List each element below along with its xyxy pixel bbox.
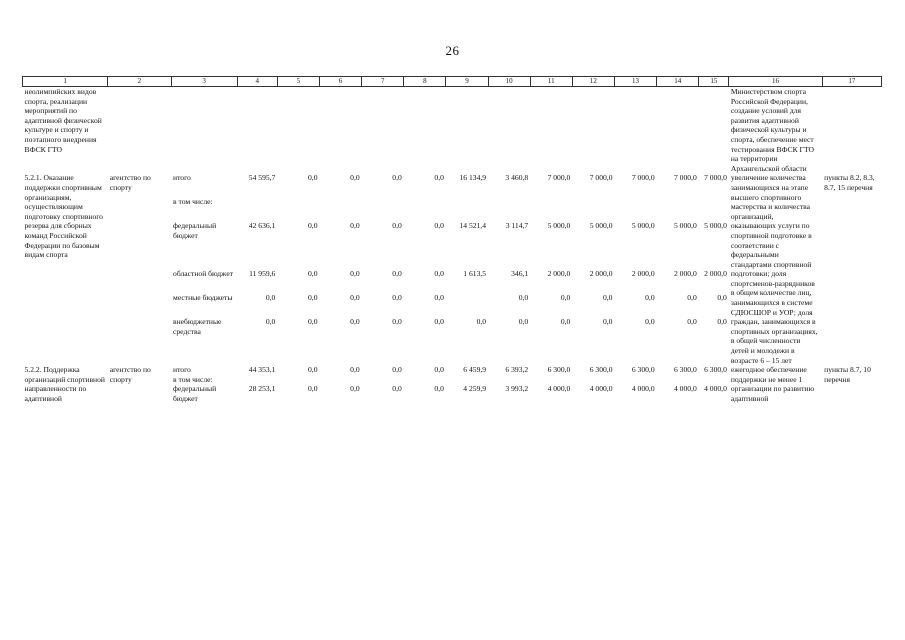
funding-source: итого (173, 365, 191, 375)
funding-value: 0,0 (434, 384, 444, 394)
funding-value: 0,0 (265, 317, 276, 327)
funding-value (277, 197, 319, 221)
funding-value: 0,0 (392, 173, 402, 183)
page-number: 26 (445, 43, 460, 58)
funding-value: 5 000,0 (631, 221, 655, 231)
funding-value (572, 197, 614, 221)
funding-value: 7 000,0 (704, 173, 727, 183)
column-number-header: 17 (822, 77, 881, 87)
measure-indicator: ежегодное обеспечение поддержки не менее 1 организации по развитию адаптивной (730, 365, 815, 403)
funding-value: 0,0 (717, 293, 727, 303)
funding-source: в том числе: (173, 374, 213, 384)
funding-value (657, 197, 699, 221)
funding-value: 6 393,2 (505, 365, 529, 375)
funding-value: 4 000,0 (704, 384, 727, 394)
funding-value: 2 000,0 (631, 269, 655, 279)
funding-value (572, 375, 614, 385)
funding-value (699, 197, 729, 221)
funding-value: 346,1 (511, 269, 529, 279)
funding-value: 0,0 (350, 384, 360, 394)
funding-value: 0,0 (350, 365, 360, 375)
column-number-header: 7 (362, 77, 404, 87)
funding-value: 0,0 (308, 269, 318, 279)
funding-value: 7 000,0 (631, 173, 655, 183)
funding-value: 11 959,6 (249, 269, 276, 279)
funding-value: 16 134,9 (459, 173, 487, 183)
funding-value: 0,0 (308, 293, 318, 303)
funding-value (446, 375, 488, 385)
funding-value (237, 197, 277, 221)
funding-value: 4 000,0 (673, 384, 697, 394)
column-number-row (23, 77, 882, 87)
funding-value: 0,0 (717, 317, 727, 327)
measure-executor: агентство по спорту (109, 365, 151, 384)
funding-value: 0,0 (560, 293, 571, 303)
funding-value (362, 375, 404, 385)
funding-value: 4 000,0 (589, 384, 613, 394)
funding-value: 0,0 (687, 293, 697, 303)
funding-value: 0,0 (308, 317, 318, 327)
column-number-header: 2 (108, 77, 171, 87)
measure-reference: пункты 8.7, 10 перечня (824, 365, 871, 384)
funding-source: федеральный бюджет (173, 221, 217, 240)
funding-value: 6 300,0 (704, 365, 727, 375)
funding-value: 28 253,1 (248, 384, 276, 394)
continuation-row (23, 87, 882, 174)
funding-value: 0,0 (350, 173, 360, 183)
column-number-header: 11 (530, 77, 572, 87)
column-number-header: 9 (446, 77, 488, 87)
funding-value: 5 000,0 (704, 221, 727, 231)
continuation-col1: неолимпийских видов спорта, реализации мероприятий по адаптивной физической культуре и спорту и поэтапного внедрения ВФСК ГТО (24, 87, 102, 154)
funding-value: 3 993,2 (505, 384, 529, 394)
funding-value: 0,0 (265, 293, 276, 303)
funding-value: 0,0 (560, 317, 571, 327)
funding-value (446, 293, 488, 317)
funding-value: 3 114,7 (505, 221, 529, 231)
funding-value: 0,0 (434, 221, 444, 231)
funding-value: 0,0 (434, 269, 444, 279)
funding-source: внебюджетные средства (173, 317, 222, 336)
funding-value (404, 197, 446, 221)
funding-value (320, 197, 362, 221)
funding-value: 2 000,0 (673, 269, 697, 279)
column-number-header: 5 (277, 77, 319, 87)
funding-value (404, 375, 446, 385)
funding-value (657, 375, 699, 385)
funding-value: 2 000,0 (704, 269, 727, 279)
funding-value: 4 000,0 (547, 384, 571, 394)
funding-value: 6 300,0 (547, 365, 571, 375)
funding-value: 0,0 (350, 269, 360, 279)
measure-name: 5.2.2. Поддержка организаций спортивной направленности по адаптивной (24, 365, 105, 403)
funding-value (320, 375, 362, 385)
funding-value: 6 300,0 (673, 365, 697, 375)
funding-value: 7 000,0 (589, 173, 613, 183)
funding-value: 0,0 (392, 221, 402, 231)
funding-value (530, 197, 572, 221)
funding-value: 44 353,1 (248, 365, 276, 375)
funding-value (362, 197, 404, 221)
funding-value: 0,0 (308, 365, 318, 375)
funding-source: местные бюджеты (173, 293, 233, 303)
funding-value (277, 375, 319, 385)
funding-value: 2 000,0 (589, 269, 613, 279)
funding-source: итого (173, 173, 191, 183)
measure-name: 5.2.1. Оказание поддержки спортивным организациям, осуществляющим подготовку спортивного резерва для сборных команд Российской Федерации по базовым видам спорта (24, 173, 103, 260)
column-number-header: 8 (404, 77, 446, 87)
funding-value: 0,0 (350, 317, 360, 327)
funding-value: 3 460,8 (505, 173, 529, 183)
funding-value: 0,0 (645, 293, 655, 303)
funding-value: 54 595,7 (248, 173, 276, 183)
column-number-header: 10 (488, 77, 530, 87)
column-number-header: 4 (237, 77, 277, 87)
column-number-header: 6 (320, 77, 362, 87)
funding-value: 2 000,0 (547, 269, 571, 279)
funding-row (23, 173, 882, 197)
program-measures-table (22, 76, 882, 404)
funding-value: 4 000,0 (631, 384, 655, 394)
funding-value: 0,0 (392, 269, 402, 279)
funding-value: 0,0 (308, 173, 318, 183)
column-number-header: 16 (729, 77, 822, 87)
funding-value: 42 636,1 (248, 221, 276, 231)
funding-value: 0,0 (392, 384, 402, 394)
funding-value: 5 000,0 (673, 221, 697, 231)
funding-value: 0,0 (602, 317, 613, 327)
funding-value: 0,0 (392, 293, 402, 303)
funding-value: 0,0 (476, 317, 487, 327)
funding-value: 5 000,0 (589, 221, 613, 231)
funding-source: федеральный бюджет (173, 384, 217, 403)
funding-value: 0,0 (434, 173, 444, 183)
measure-reference: пункты 8.2, 8.3, 8.7, 15 перечня (824, 173, 875, 192)
funding-value: 6 459,9 (463, 365, 487, 375)
funding-value: 0,0 (434, 293, 444, 303)
funding-value: 0,0 (518, 293, 529, 303)
funding-value: 0,0 (308, 384, 318, 394)
funding-value: 7 000,0 (547, 173, 571, 183)
continuation-col16: Министерством спорта Российской Федерации, создание условий для развития адаптивной физической культуры и спорта, обеспечение мест тестирования ВФСК ГТО на территории Архангельской области (730, 87, 814, 173)
funding-value (614, 197, 656, 221)
funding-value: 0,0 (392, 365, 402, 375)
funding-value: 0,0 (350, 221, 360, 231)
funding-value: 0,0 (602, 293, 613, 303)
funding-value: 0,0 (308, 221, 318, 231)
funding-row (23, 365, 882, 375)
funding-value (237, 375, 277, 385)
column-number-header: 14 (657, 77, 699, 87)
funding-value: 6 300,0 (589, 365, 613, 375)
funding-value (488, 197, 530, 221)
column-number-header: 15 (699, 77, 729, 87)
column-number-header: 13 (614, 77, 656, 87)
funding-value (446, 197, 488, 221)
funding-value: 0,0 (434, 317, 444, 327)
funding-source: областной бюджет (173, 269, 234, 279)
funding-value: 0,0 (645, 317, 655, 327)
funding-value (699, 375, 729, 385)
funding-value: 1 613,5 (463, 269, 487, 279)
measure-indicator: увеличение количества занимающихся на этапе высшего спортивного мастерства и количества организаций, оказывающих услуги по спортивной подготовке в соответствии с федеральными стандартами спортивной подготовки; доля спортсменов-разрядников в общем количестве лиц, занимающихся в системе СДЮСШОР и УОР; доля граждан, занимающихся в спортивных организациях, в общей численности детей и молодежи в возрасте 6 – 15 лет (730, 173, 818, 365)
column-number-header: 3 (171, 77, 237, 87)
funding-value (614, 375, 656, 385)
funding-value: 0,0 (350, 293, 360, 303)
column-number-header: 12 (572, 77, 614, 87)
funding-value: 6 300,0 (631, 365, 655, 375)
funding-value (488, 375, 530, 385)
column-number-header: 1 (23, 77, 108, 87)
funding-value: 0,0 (687, 317, 697, 327)
funding-value: 5 000,0 (547, 221, 571, 231)
funding-value: 14 521,4 (459, 221, 487, 231)
funding-value: 0,0 (434, 365, 444, 375)
funding-value: 0,0 (392, 317, 402, 327)
funding-value (530, 375, 572, 385)
funding-value: 7 000,0 (673, 173, 697, 183)
funding-value: 0,0 (518, 317, 529, 327)
measure-executor: агентство по спорту (109, 173, 151, 192)
funding-value: 4 259,9 (463, 384, 487, 394)
funding-source: в том числе: (173, 197, 213, 207)
